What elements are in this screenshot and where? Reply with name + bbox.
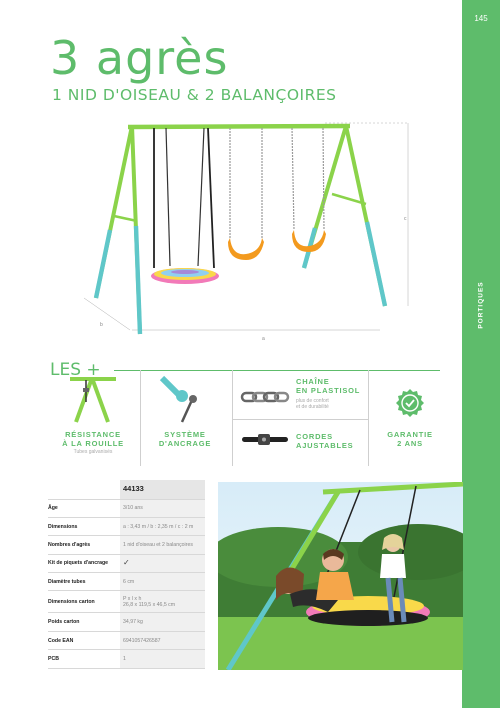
dimension-label-c: c <box>404 216 407 222</box>
warranty-badge-icon <box>395 388 425 418</box>
dimension-label-a: a <box>262 336 265 342</box>
top-beam <box>128 126 350 127</box>
swing-seat-1 <box>228 238 264 260</box>
spec-label: Âge <box>48 499 120 517</box>
dimension-label-b: b <box>100 322 103 328</box>
rust-resistant-bracket-icon <box>64 374 120 426</box>
spec-label: Diamètre tubes <box>48 573 120 591</box>
spec-value: 3/10 ans <box>120 499 205 517</box>
feature-warranty-title: GARANTIE 2 ANS <box>387 430 433 448</box>
feature-chain-title: CHAÎNE EN PLASTISOL <box>296 377 361 395</box>
table-row <box>48 499 205 517</box>
page-subtitle: 1 NID D'OISEAU & 2 BALANÇOIRES <box>52 86 337 104</box>
lifestyle-photo <box>218 482 463 670</box>
spec-label: Dimensions carton <box>48 591 120 613</box>
section-sidebar <box>462 0 500 708</box>
product-reference: 44133 <box>120 480 205 499</box>
table-row <box>48 536 205 554</box>
spec-label: PCB <box>48 650 120 668</box>
table-row <box>48 631 205 649</box>
dimension-line-b <box>84 298 130 330</box>
spec-value: 6 cm <box>120 573 205 591</box>
page-title: 3 agrès <box>50 31 229 85</box>
chain-icon <box>240 388 290 406</box>
rope-icon <box>240 430 290 448</box>
spec-label: Nombres d'agrès <box>48 536 120 554</box>
spec-value: 1 nid d'oiseau et 2 balançoires <box>120 536 205 554</box>
divider <box>114 370 440 371</box>
feature-rust-title: RÉSISTANCE À LA ROUILLE <box>62 430 124 448</box>
table-row <box>48 613 205 631</box>
feature-anchor-title: SYSTÈME D'ANCRAGE <box>158 430 212 448</box>
section-label: PORTIQUES <box>477 281 485 329</box>
les-plus-heading: LES + <box>50 360 101 380</box>
spec-label: Kit de piquets d'ancrage <box>48 554 120 572</box>
feature-chain-sub: plus de confort et de durabilité <box>296 398 329 410</box>
spec-label: Dimensions <box>48 517 120 535</box>
table-row <box>48 650 205 668</box>
swing-seat-2 <box>292 230 326 252</box>
divider <box>233 419 368 420</box>
table-row <box>48 591 205 613</box>
page-number: 145 <box>474 14 488 23</box>
spec-value: a : 3,43 m / b : 2,35 m / c : 2 m <box>120 517 205 535</box>
feature-rust-sub: Tubes galvanisés <box>73 449 113 455</box>
spec-value: ✓ <box>120 554 205 572</box>
spec-value: 1 <box>120 650 205 668</box>
feature-rope-title: CORDES AJUSTABLES <box>296 432 354 450</box>
spec-value: 34,97 kg <box>120 613 205 631</box>
spec-value: 6941057426587 <box>120 631 205 649</box>
divider <box>140 370 141 466</box>
anchor-stake-icon <box>156 374 212 426</box>
spec-label: Code EAN <box>48 631 120 649</box>
swing-set-illustration <box>80 118 420 348</box>
table-row <box>48 554 205 572</box>
spec-header-row <box>48 480 205 499</box>
table-row <box>48 573 205 591</box>
spec-table <box>48 480 205 669</box>
table-row <box>48 517 205 535</box>
spec-label: Poids carton <box>48 613 120 631</box>
divider <box>368 370 369 466</box>
spec-value: P x l x h 26,8 x 119,5 x 46,5 cm <box>120 591 205 613</box>
divider <box>232 370 233 466</box>
